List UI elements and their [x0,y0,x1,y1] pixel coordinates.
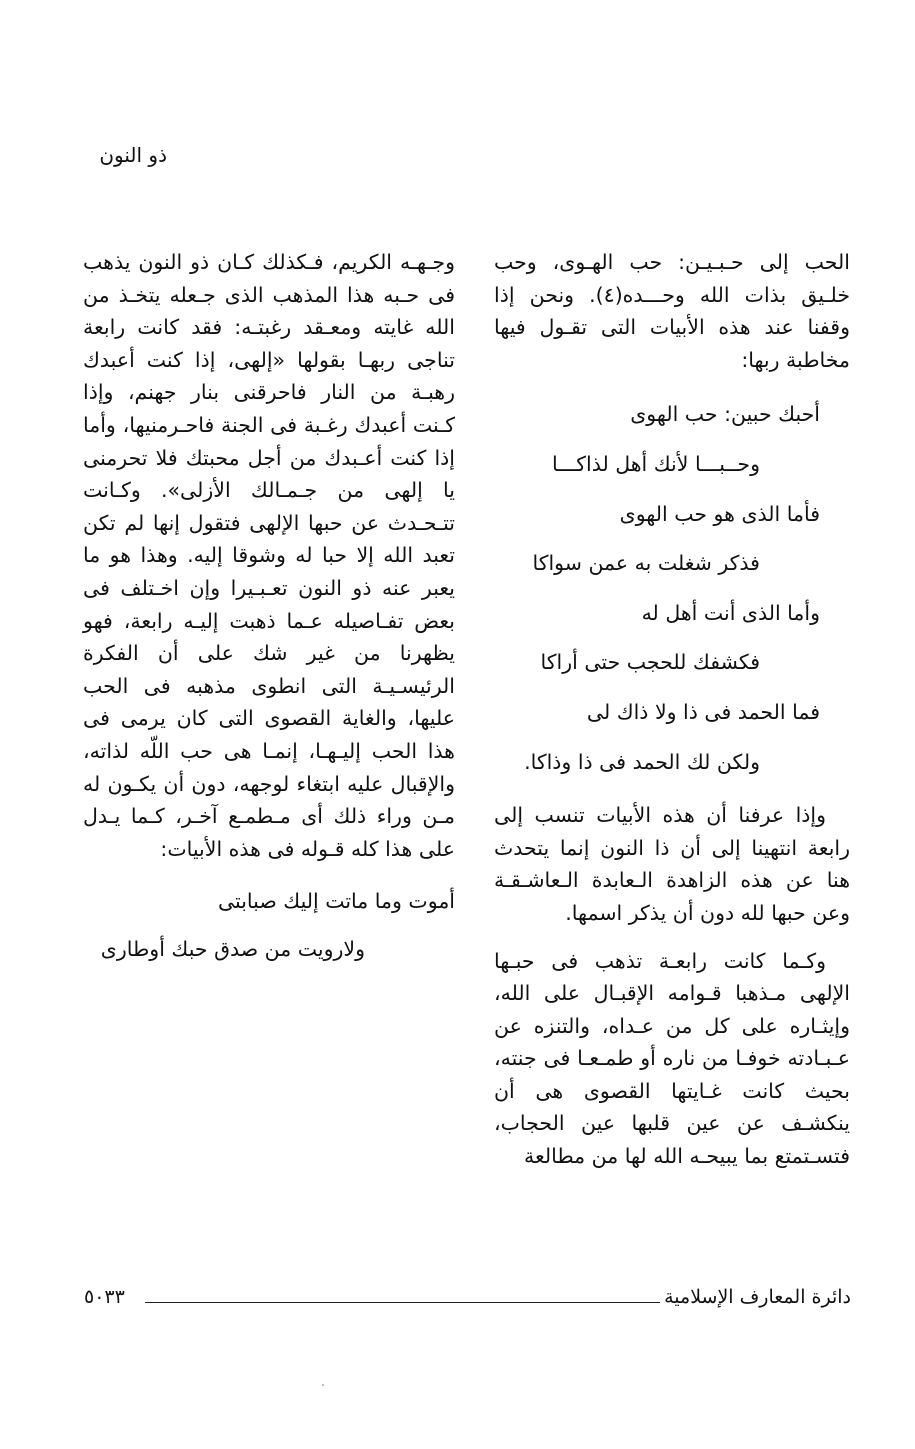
running-head: ذو النون [99,143,167,167]
verse-line: فكشفك للحجب حتى أراكا [540,650,760,675]
paragraph: وإذا عرفنا أن هذه الأبيات تنسب إلى رابعة انتهينا إلى أن ذا النون إنما يتحدث هنا عن هذه الزاهدة الـعابدة الـعاشـقـة وعن حبها لله دون أن يذكر اسمها. [494,803,850,925]
verse-line: فأما الذى هو حب الهوى [619,501,820,526]
verse-line: ولكن لك الحمد فى ذا وذاكا. [524,749,760,774]
scan-speck [322,1384,324,1386]
footer-title: دائرة المعارف الإسلامية [664,1286,851,1308]
right-column [494,246,850,1173]
paragraph: وجـهـه الكريم، فـكذلك كـان ذو النون يذهب فى حـبه هذا المذهب الذى جـعله يتخـذ من الله غايته ومعـقد رغبتـه: فقد كانت رابعة تناجى ربهـا بقولها «إلهى، إذا كنت أعبدك رهبـة من النار فاحرقنى بنار جهنم، وإذا كـنت أعبدك رغـبة فى الجنة فاحـرمنيها، وأما إذا كنت أعـبدك من أجل محبتك فلا تحرمنى يا إلهى من جـمـالك الأزلى». وكـانت تتـحـدث عن حبها الإلهى فتقول إنها لم تكن تعبد الله إلا حبا له وشوقا إليه. وهذا هو ما يعبر عنه ذو النون تعـبـيرا وإن اخـتلف فى بعض تفـاصيله عـما ذهبت إليـه رابعة، فهو يظهرنا من غير شك على أن الفكرة الرئيسـيـة التى انطوى مذهبه فى الحب عليها، والغاية القصوى التى كان يرمى فى هذا الحب إليـهـا، إنمـا هى حب اللّه لذاته، والإقبال عليه ابتغاء لوجهه، دون أن يكـون له مـن وراء ذلك أى مـطمـع آخـر، كـما يـدل على هذا كله قـوله فى هذه الأبيات: [83,250,455,861]
verse-block [494,390,850,787]
left-column [83,246,455,973]
footer-divider [145,1302,660,1303]
page-number: ٥٠٣٣ [84,1286,125,1308]
verse-line: فذكر شغلت به عمن سواكا [532,551,760,576]
verse-line: فما الحمد فى ذا ولا ذاك لى [586,699,820,724]
paragraph: الحب إلى حـبـيـن: حب الهـوى، وحب خلـيق بذات الله وحـــده(٤). ونحن إذا وقفنا عند هذه الأبيات التى تقـول فيها مخاطبة ربها: [494,250,850,372]
verse-line: ولارويت من صدق حبك أوطارى [100,937,365,962]
verse-line: وحــبـــا لأنك أهل لذاكـــا [551,451,760,476]
verse-line: أموت وما ماتت إليك صبابتى [217,889,455,914]
verse-line: وأما الذى أنت أهل له [641,600,820,625]
paragraph: وكـما كانت رابعـة تذهب فى حبـها الإلهى مـذهبا قـوامه الإقبـال على الله، وإيثـاره على كل من عـداه، والتنزه عن عـبـادته خوفـا من ناره أو طمـعـا فى جنته، بحيث كانت غـايتها القصوى هى أن ينكشـف عن عين قلبها عين الحجاب، فتسـتمتع بما يبيحـه الله لها من مطالعة [494,948,850,1169]
verse-block [83,877,455,973]
verse-line: أحبك حبين: حب الهوى [630,402,820,427]
